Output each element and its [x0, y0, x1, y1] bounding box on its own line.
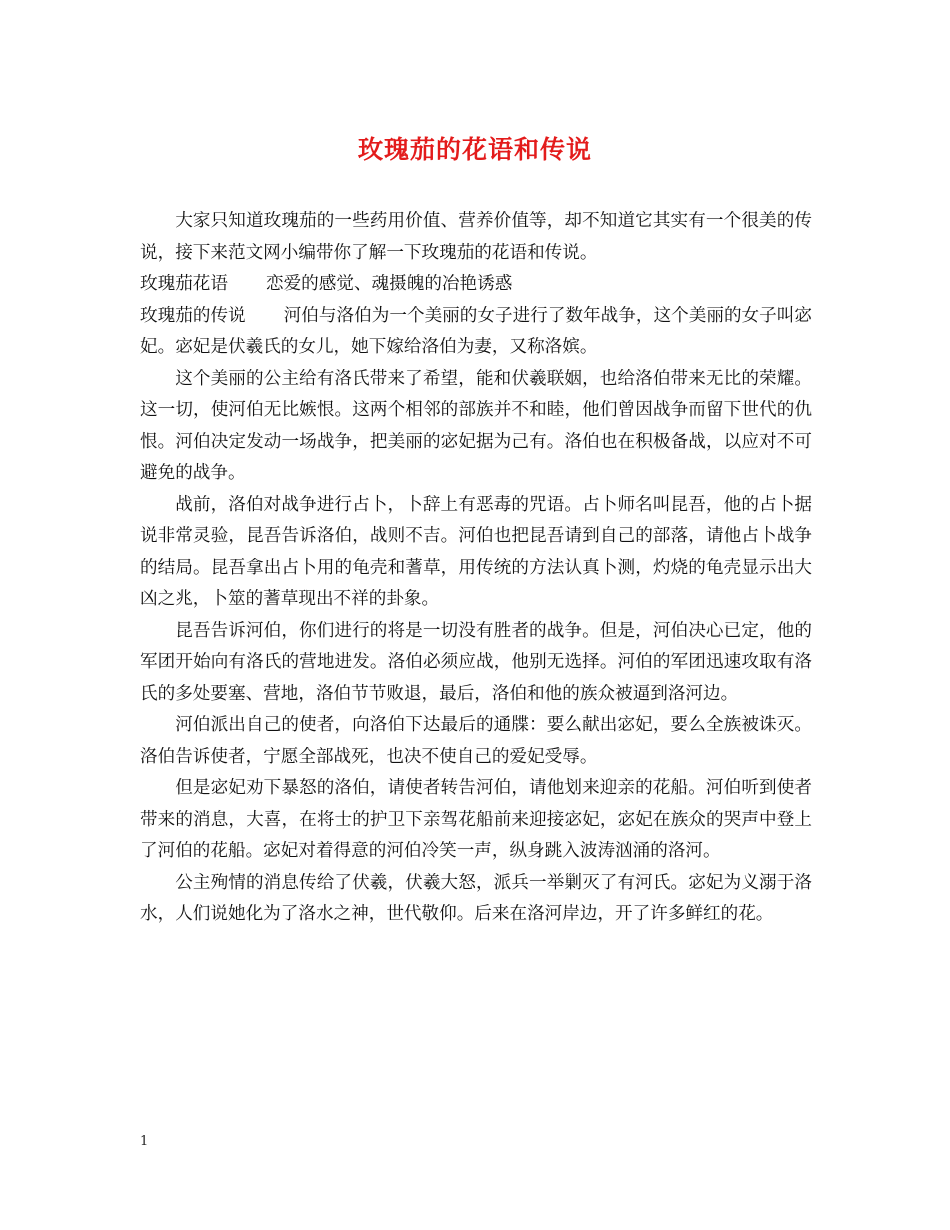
page-number: 1: [140, 1134, 149, 1149]
flower-language-text: 恋爱的感觉、魂摄魄的冶艳诱惑: [265, 274, 513, 294]
document-title: 玫瑰茄的花语和传说: [357, 135, 592, 164]
body-paragraph: 河伯派出自己的使者，向洛伯下达最后的通牒：要么献出宓妃，要么全族被诛灭。洛伯告诉使者，宁愿全部战死，也决不使自己的爱妃受辱。: [140, 715, 812, 767]
body-paragraph: 战前，洛伯对战争进行占卜，卜辞上有恶毒的咒语。占卜师名叫昆吾，他的占卜据说非常灵验，昆吾告诉洛伯，战则不吉。河伯也把昆吾请到自己的部落，请他占卜战争的结局。昆吾拿出占卜用的龟壳和蓍草，用传统的方法认真卜测，灼烧的龟壳显示出大凶之兆，卜筮的蓍草现出不祥的卦象。: [140, 494, 812, 609]
legend-paragraph: [140, 301, 812, 364]
body-paragraph: 公主殉情的消息传给了伏羲，伏羲大怒，派兵一举剿灭了有河氏。宓妃为义溺于洛水，人们说她化为了洛水之神，世代敬仰。后来在洛河岸边，开了许多鲜红的花。: [140, 872, 812, 924]
body-paragraph: 但是宓妃劝下暴怒的洛伯，请使者转告河伯，请他划来迎亲的花船。河伯听到使者带来的消息，大喜，在将士的护卫下亲驾花船前来迎接宓妃，宓妃在族众的哭声中登上了河伯的花船。宓妃对着得意的河伯冷笑一声，纵身跳入波涛汹涌的洛河。: [140, 778, 812, 861]
body-paragraph: 这个美丽的公主给有洛氏带来了希望，能和伏羲联姻，也给洛伯带来无比的荣耀。这一切，使河伯无比嫉恨。这两个相邻的部族并不和睦，他们曾因战争而留下世代的仇恨。河伯决定发动一场战争，把美丽的宓妃据为己有。洛伯也在积极备战，以应对不可避免的战争。: [140, 368, 812, 483]
document-body: [140, 206, 812, 931]
intro-paragraph: 大家只知道玫瑰茄的一些药用价值、营养价值等，却不知道它其实有一个很美的传说，接下来范文网小编带你了解一下玫瑰茄的花语和传说。: [140, 211, 812, 263]
flower-language-label: 玫瑰茄花语: [140, 274, 228, 294]
body-paragraph: 昆吾告诉河伯，你们进行的将是一切没有胜者的战争。但是，河伯决心已定，他的军团开始向有洛氏的营地进发。洛伯必须应战，他别无选择。河伯的军团迅速攻取有洛氏的多处要塞、营地，洛伯节节败退，最后，洛伯和他的族众被逼到洛河边。: [140, 620, 812, 704]
flower-language-line: [140, 269, 812, 301]
legend-text: 河伯与洛伯为一个美丽的女子进行了数年战争，这个美丽的女子叫宓妃。宓妃是伏羲氏的女儿，她下嫁给洛伯为妻，又称洛嫔。: [140, 305, 812, 357]
legend-label: 玫瑰茄的传说: [140, 305, 246, 326]
